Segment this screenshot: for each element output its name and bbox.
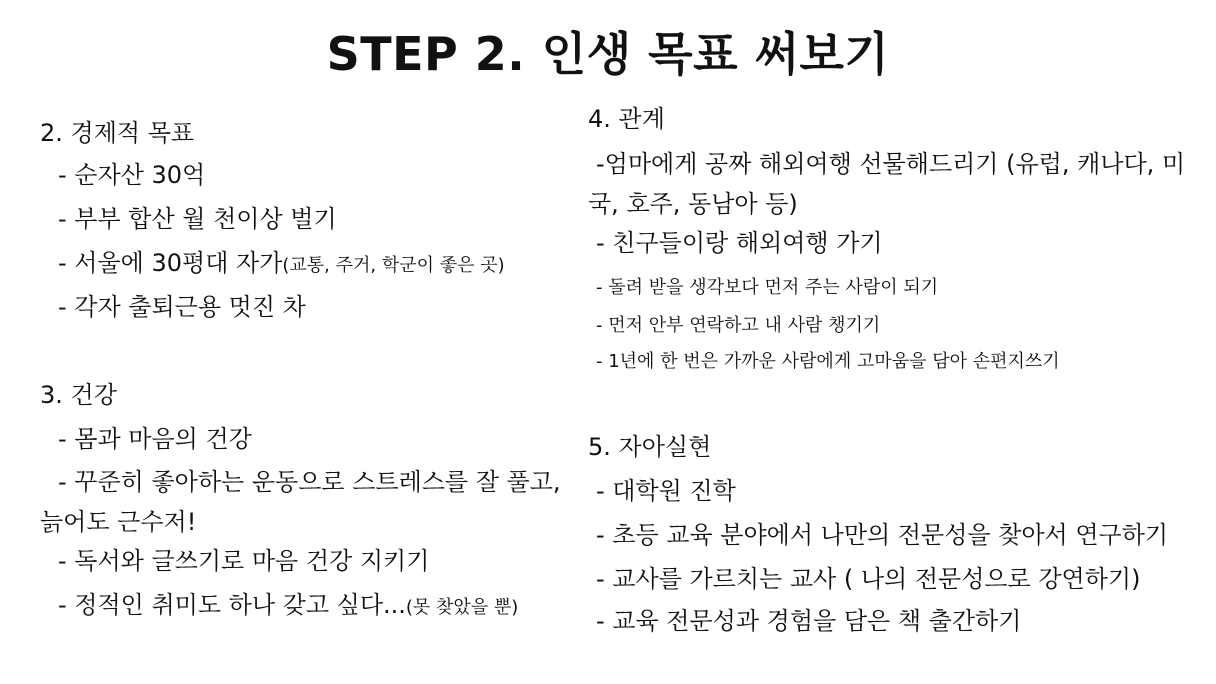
self-heading: 5. 자아실현 (588, 433, 712, 461)
self-item: - 대학원 진학 (596, 477, 736, 505)
economic-item-text: - 서울에 30평대 자가 (58, 249, 283, 277)
health-item: - 꾸준히 좋아하는 운동으로 스트레스를 잘 풀고, 늙어도 근수저! (40, 468, 561, 536)
economic-item: - 각자 출퇴근용 멋진 차 (58, 293, 306, 321)
economic-heading: 2. 경제적 목표 (40, 119, 195, 147)
self-item: - 교사를 가르치는 교사 ( 나의 전문성으로 강연하기) (596, 565, 1141, 593)
relations-item: - 친구들이랑 해외여행 가기 (596, 229, 883, 257)
self-item: - 초등 교육 분야에서 나만의 전문성을 찾아서 연구하기 (596, 521, 1169, 549)
relations-item: - 1년에 한 번은 가까운 사람에게 고마움을 담아 손편지쓰기 (596, 351, 1060, 372)
relations-item: - 먼저 안부 연락하고 내 사람 챙기기 (596, 315, 881, 336)
health-item-note: (못 찾았을 뿐) (405, 597, 519, 618)
health-item-text: - 정적인 취미도 하나 갖고 싶다... (58, 591, 406, 619)
health-heading: 3. 건강 (40, 381, 117, 409)
economic-item (40, 248, 505, 281)
health-item (40, 590, 518, 623)
relations-heading: 4. 관계 (588, 105, 665, 133)
health-item: - 몸과 마음의 건강 (58, 425, 252, 453)
self-item: - 교육 전문성과 경험을 담은 책 출간하기 (596, 607, 1022, 635)
health-item: - 독서와 글쓰기로 마음 건강 지키기 (58, 547, 430, 575)
page-title: STEP 2. 인생 목표 써보기 (326, 27, 890, 81)
economic-item: - 부부 합산 월 천이상 벌기 (58, 205, 337, 233)
relations-item: -엄마에게 공짜 해외여행 선물해드리기 (유럽, 캐나다, 미국, 호주, 동남아 등) (588, 150, 1186, 218)
relations-item: - 돌려 받을 생각보다 먼저 주는 사람이 되기 (596, 277, 939, 298)
economic-item: - 순자산 30억 (58, 161, 206, 189)
economic-item-note: (교통, 주거, 학군이 좋은 곳) (282, 255, 505, 276)
